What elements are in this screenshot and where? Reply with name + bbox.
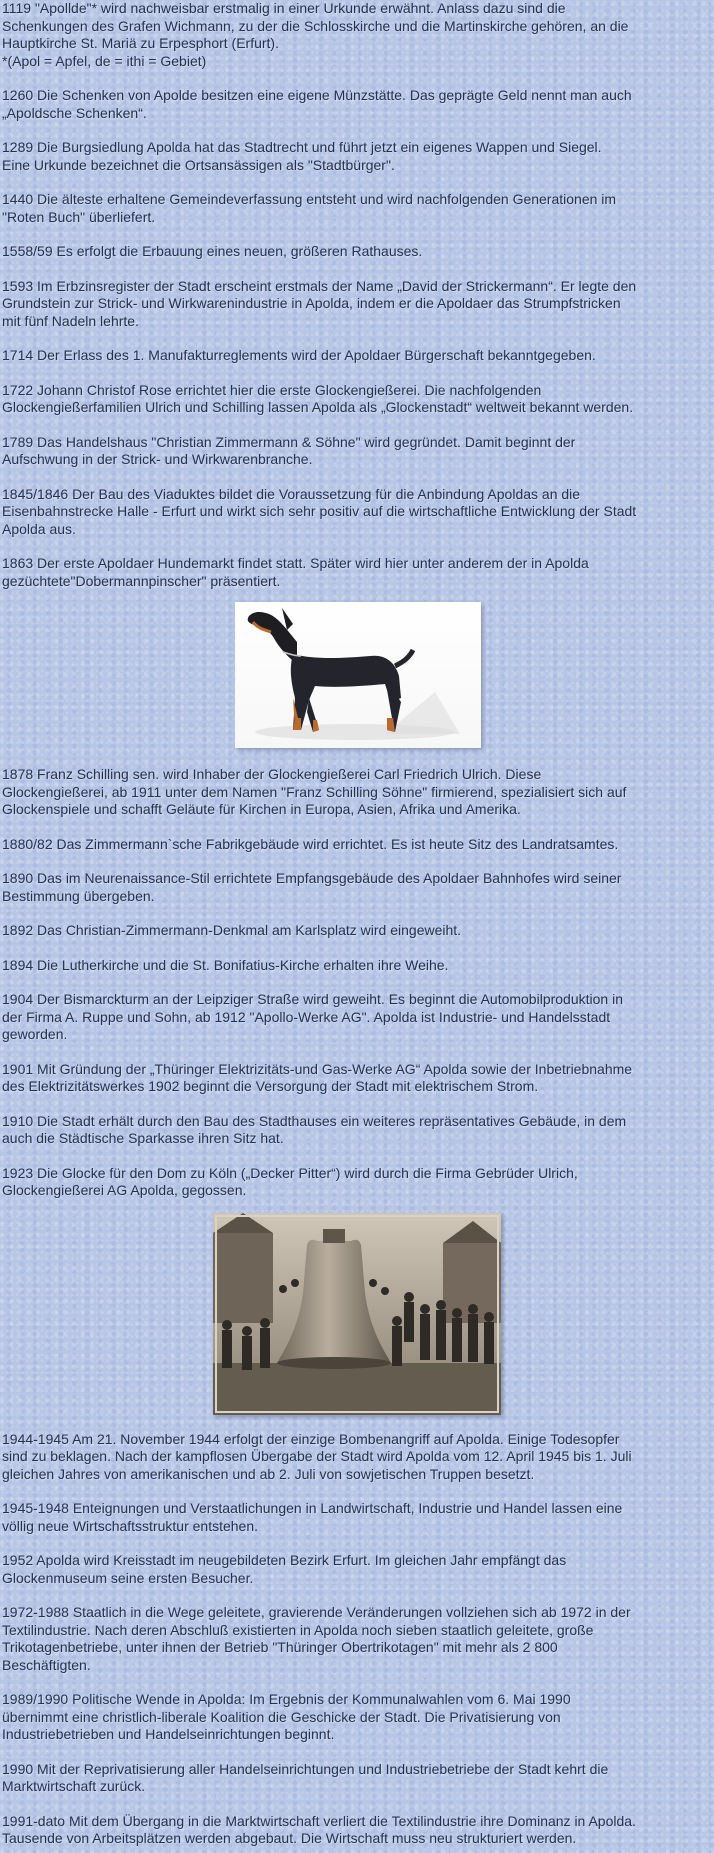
timeline-entry (2, 1761, 712, 1796)
timeline-entry (2, 1691, 712, 1744)
timeline-entry-line: 1289 Die Burgsiedlung Apolda hat das Stadtrecht und führt jetzt ein eigenes Wappen und Siegel. (2, 139, 602, 155)
timeline-entry (2, 766, 712, 819)
timeline-entry-line: *(Apol = Apfel, de = ithi = Gebiet) (2, 52, 207, 69)
timeline-entry (2, 243, 712, 261)
timeline-entry-line: Aufschwung in der Strick- und Wirkwarenbranche. (2, 451, 313, 467)
timeline-entry-line: 1119 "Apollde"* wird nachweisbar erstmalig in einer Urkunde erwähnt. Anlass dazu sind die (2, 0, 566, 16)
timeline-entry-line: 1789 Das Handelshaus "Christian Zimmermann & Söhne" wird gegründet. Damit beginnt der (2, 433, 576, 450)
timeline-entry-line: 1892 Das Christian-Zimmermann-Denkmal am Karlsplatz wird eingeweiht. (2, 922, 462, 938)
timeline-entry-line: mit fünf Nadeln lehrte. (2, 312, 139, 329)
timeline-entry-line: 1990 Mit der Reprivatisierung aller Handelseinrichtungen und Industriebetriebe der Stadt kehrt die (2, 1760, 609, 1777)
timeline-entry (2, 922, 712, 940)
timeline-entry (2, 1552, 712, 1587)
timeline-entry-line: 1904 Der Bismarckturm an der Leipziger Straße wird geweiht. Es beginnt die Automobilproduktion in (2, 991, 623, 1007)
timeline-entry-line: völlig neue Wirtschaftsstruktur entstehen. (2, 1517, 259, 1534)
timeline-entry (2, 191, 712, 226)
timeline-entry-line: geworden. (2, 1026, 68, 1042)
timeline-entry (2, 278, 712, 331)
timeline-entry-line: Schenkungen des Grafen Wichmann, zu der die Schlosskirche und die Martinskirche gehören, an die (2, 17, 629, 34)
timeline-entry-line: Hauptkirche St. Mariä zu Erpesphort (Erfurt). (2, 35, 279, 51)
timeline-entry (2, 870, 712, 905)
timeline-entry-line: 1945-1948 Enteignungen und Verstaatlichungen in Landwirtschaft, Industrie und Handel lassen eine (2, 1500, 623, 1516)
timeline-entry (2, 1061, 712, 1096)
timeline-entry-line: des Elektrizitätswerkes 1902 beginnt die Versorgung der Stadt mit elektrischem Strom. (2, 1078, 539, 1094)
timeline-entry-line: 1972-1988 Staatlich in die Wege geleitete, gravierende Veränderungen vollziehen sich ab 1972 in der (2, 1604, 631, 1620)
timeline-entry-line: Glockenmuseum seine ersten Besucher. (2, 1569, 254, 1586)
timeline-entry (2, 555, 712, 590)
timeline-entry-line: Trikotagenbetriebe, unter ihnen der Betrieb "Thüringer Obertrikotagen" mit mehr als 2 800 (2, 1639, 558, 1655)
timeline-entry-line: "Roten Buch" überliefert. (2, 208, 156, 225)
timeline-entry (2, 991, 712, 1044)
timeline-entry-line: Grundstein zur Strick- und Wirkwarenindustrie in Apolda, indem er die Apoldaer das Strumpfstricken (2, 295, 621, 311)
timeline-entry-line: Tausende von Arbeitsplätzen werden abgebaut. Die Wirtschaft muss neu strukturiert werden. (2, 1830, 577, 1846)
timeline-entry-line: Eine Urkunde bezeichnet die Ortsansässigen als "Stadtbürger". (2, 156, 395, 173)
timeline-entry-line: der Firma A. Ruppe und Sohn, ab 1912 "Apollo-Werke AG". Apolda ist Industrie- und Handelsstadt (2, 1008, 611, 1025)
timeline-entry (2, 0, 712, 70)
timeline-entry-line: sind zu beklagen. Nach der kampflosen Übergabe der Stadt wird Apolda vom 12. April 1945 bis 1. Juli (2, 1448, 632, 1464)
timeline-entry (2, 1813, 712, 1848)
timeline-entry-line: Glockengießerei, ab 1911 unter dem Namen "Franz Schilling Söhne" firmierend, spezialisiert sich auf (2, 783, 627, 800)
timeline-entry-line: Bestimmung übergeben. (2, 887, 155, 904)
timeline-entry-line: 1714 Der Erlass des 1. Manufakturreglements wird der Apoldaer Bürgerschaft bekanntgegeben. (2, 347, 596, 363)
timeline-entry-line: 1944-1945 Am 21. November 1944 erfolgt der einzige Bombenangriff auf Apolda. Einige Todesopfer (2, 1430, 620, 1447)
timeline-entry-line: 1923 Die Glocke für den Dom zu Köln („Decker Pitter“) wird durch die Firma Gebrüder Ulrich, (2, 1164, 578, 1181)
timeline-entry (2, 836, 712, 854)
bell-casting-photo-icon (213, 1213, 501, 1415)
timeline-entry-line: Eisenbahnstrecke Halle - Erfurt und wirkt sich sehr positiv auf die wirtschaftliche Entwicklung der Stadt (2, 503, 637, 519)
timeline-section-early (2, 0, 712, 590)
timeline-entry-line: 1910 Die Stadt erhält durch den Bau des Stadthauses ein weiteres repräsentatives Gebäude, in dem (2, 1112, 627, 1129)
timeline-entry-line: auch die Städtische Sparkasse ihren Sitz hat. (2, 1130, 284, 1146)
timeline-entry (2, 1165, 712, 1200)
timeline-entry-line: 1989/1990 Politische Wende in Apolda: Im Ergebnis der Kommunalwahlen vom 6. Mai 1990 (2, 1691, 571, 1707)
timeline-entry (2, 434, 712, 469)
timeline-entry-line: Industriebetrieben und Handelseinrichtungen beginnt. (2, 1726, 335, 1742)
timeline-entry (2, 347, 712, 365)
timeline-entry-line: 1260 Die Schenken von Apolde besitzen eine eigene Münzstätte. Das geprägte Geld nennt man auch (2, 87, 632, 103)
timeline-entry-line: 1901 Mit Gründung der „Thüringer Elektrizitäts-und Gas-Werke AG“ Apolda sowie der Inbetriebnahme (2, 1060, 633, 1077)
timeline-entry-line: 1845/1846 Der Bau des Viaduktes bildet die Voraussetzung für die Anbindung Apoldas an die (2, 485, 581, 502)
timeline-entry (2, 1604, 712, 1674)
timeline-entry-line: 1894 Die Lutherkirche und die St. Bonifatius-Kirche erhalten ihre Weihe. (2, 956, 449, 973)
timeline-entry (2, 957, 712, 975)
timeline-entry (2, 1113, 712, 1148)
timeline-section-middle (2, 766, 712, 1200)
timeline-entry (2, 382, 712, 417)
timeline-entry-line: 1952 Apolda wird Kreisstadt im neugebildeten Bezirk Erfurt. Im gleichen Jahr empfängt das (2, 1552, 567, 1568)
timeline-entry-line: 1558/59 Es erfolgt die Erbauung eines neuen, größeren Rathauses. (2, 243, 423, 259)
timeline-entry (2, 1431, 712, 1484)
timeline-section-late (2, 1431, 712, 1848)
timeline-entry-line: Apolda aus. (2, 520, 76, 537)
dobermann-photo-icon (235, 602, 481, 748)
timeline-entry-line: 1440 Die älteste erhaltene Gemeindeverfassung entsteht und wird nachfolgenden Generationen im (2, 191, 617, 207)
timeline-entry-line: Marktwirtschaft zurück. (2, 1778, 146, 1794)
timeline-entry-line: gezüchtete"Dobermannpinscher" präsentiert. (2, 572, 281, 589)
timeline-entry-line: Glockengießerfamilien Ulrich und Schilling lassen Apolda als „Glockenstadt“ weltweit bekannt werden. (2, 399, 634, 415)
timeline-entry-line: 1863 Der erste Apoldaer Hundemarkt findet statt. Später wird hier unter anderem der in Apolda (2, 555, 589, 571)
timeline-entry-line: Beschäftigten. (2, 1656, 91, 1673)
timeline-entry-line: 1593 Im Erbzinsregister der Stadt erscheint erstmals der Name „David der Strickermann“. Er legte den (2, 277, 637, 294)
timeline-entry-line: 1722 Johann Christof Rose errichtet hier die erste Glockengießerei. Die nachfolgenden (2, 381, 542, 398)
timeline-entry-line: Glockenspiele und schafft Geläute für Kirchen in Europa, Asien, Afrika und Amerika. (2, 801, 521, 817)
timeline-entry (2, 1500, 712, 1535)
timeline-entry-line: 1991-dato Mit dem Übergang in die Marktwirtschaft verliert die Textilindustrie ihre Dominanz in Apolda. (2, 1812, 636, 1829)
timeline-entry-line: Textilindustrie. Nach deren Abschluß existierten in Apolda noch sieben staatlich geleitete, große (2, 1621, 594, 1638)
timeline-entry-line: 1878 Franz Schilling sen. wird Inhaber der Glockengießerei Carl Friedrich Ulrich. Diese (2, 766, 542, 782)
timeline-entry-line: „Apoldsche Schenken“. (2, 104, 147, 121)
timeline-entry-line: Glockengießerei AG Apolda, gegossen. (2, 1182, 247, 1198)
timeline-entry (2, 486, 712, 539)
timeline-entry (2, 139, 712, 174)
timeline-entry-line: gleichen Jahres von amerikanischen und ab 2. Juli von sowjetischen Truppen besetzt. (2, 1465, 535, 1482)
timeline-entry-line: 1880/82 Das Zimmermann`sche Fabrikgebäude wird errichtet. Es ist heute Sitz des Landratsamtes. (2, 835, 619, 852)
timeline-entry-line: übernimmt eine christlich-liberale Koalition die Geschicke der Stadt. Die Privatisierung von (2, 1708, 561, 1725)
timeline-entry-line: 1890 Das im Neurenaissance-Stil errichtete Empfangsgebäude des Apoldaer Bahnhofes wird seiner (2, 870, 622, 886)
timeline-entry (2, 87, 712, 122)
